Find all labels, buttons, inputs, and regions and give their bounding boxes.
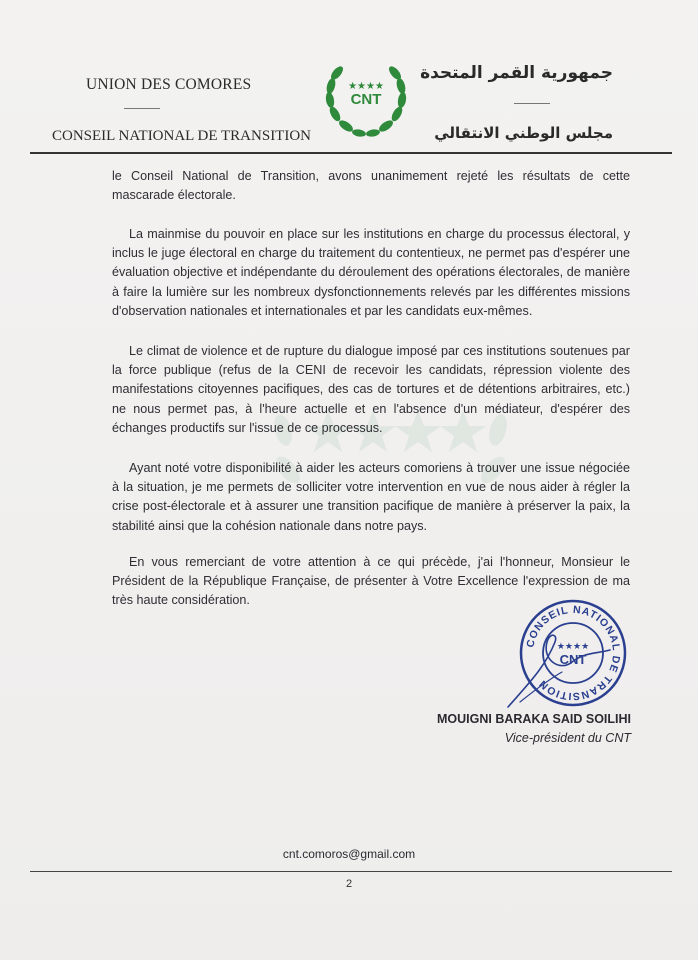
stamp-center-text: CNT <box>559 652 587 667</box>
page-number: 2 <box>345 878 353 890</box>
council-name-arabic: مجلس الوطني الانتقالي <box>434 124 613 142</box>
header-divider-right <box>514 103 550 104</box>
header-rule <box>30 152 672 154</box>
paragraph-2: La mainmise du pouvoir en place sur les institutions en charge du processus électoral, y inclus le juge électoral en charge du traitement du contentieux, ne permet pas d'espérer une évaluation objective et indépendante du déroulement des opérations électorales, de manière à faire la lumière sur les nombreux dysfonctionnements relevés par les différentes missions d'observation nationales et internationales et par les candidats eux-mêmes. <box>112 227 630 318</box>
signer-title: Vice-président du CNT <box>504 731 631 745</box>
org-name-arabic: جمهورية القمر المتحدة <box>420 63 613 83</box>
signer-name: MOUIGNI BARAKA SAID SOILIHI <box>437 712 631 726</box>
handwritten-signature <box>500 612 630 712</box>
contact-email[interactable]: cnt.comoros@gmail.com <box>282 847 416 861</box>
paragraph-3: Le climat de violence et de rupture du dialogue imposé par ces institutions soutenues par la force publique (refus de la CENI de recevoir les candidats, répression violente des manifestations citoyennes pacifiques, des cas de tortures et de détentions arbitraires, etc.) ne nous permet pas, à l'heure actuelle et en l'absence d'un médiateur, d'espérer des échanges productifs sur l'issue de ce processus. <box>112 344 630 435</box>
council-name-french: CONSEIL NATIONAL DE TRANSITION <box>52 128 312 144</box>
logo-stars: ★★★★ <box>348 81 384 92</box>
cnt-logo <box>321 52 411 142</box>
stamp-ring-text: CONSEIL NATIONAL DE TRANSITION <box>524 603 623 703</box>
paragraph-1: le Conseil National de Transition, avons unanimement rejeté les résultats de cette mascarade électorale. <box>112 169 630 203</box>
footer-rule <box>30 871 672 872</box>
stamp-stars: ★★★★ <box>556 642 590 652</box>
header-divider-left <box>124 108 160 109</box>
org-name-french: UNION DES COMORES <box>86 76 252 93</box>
paragraph-4: Ayant noté votre disponibilité à aider les acteurs comoriens à trouver une issue négociée à la situation, je me permets de solliciter votre intervention en vue de nous aider à régler la crise post-électorale et à assurer une transition pacifique de manière à préserver la paix, la stabilité ainsi que la cohésion nationale dans notre pays. <box>112 461 630 533</box>
logo-text: CNT <box>350 91 382 108</box>
paragraph-5: En vous remerciant de votre attention à ce qui précède, j'ai l'honneur, Monsieur le Président de la République Française, de présenter à Votre Excellence l'expression de ma très haute considération. <box>112 555 630 608</box>
